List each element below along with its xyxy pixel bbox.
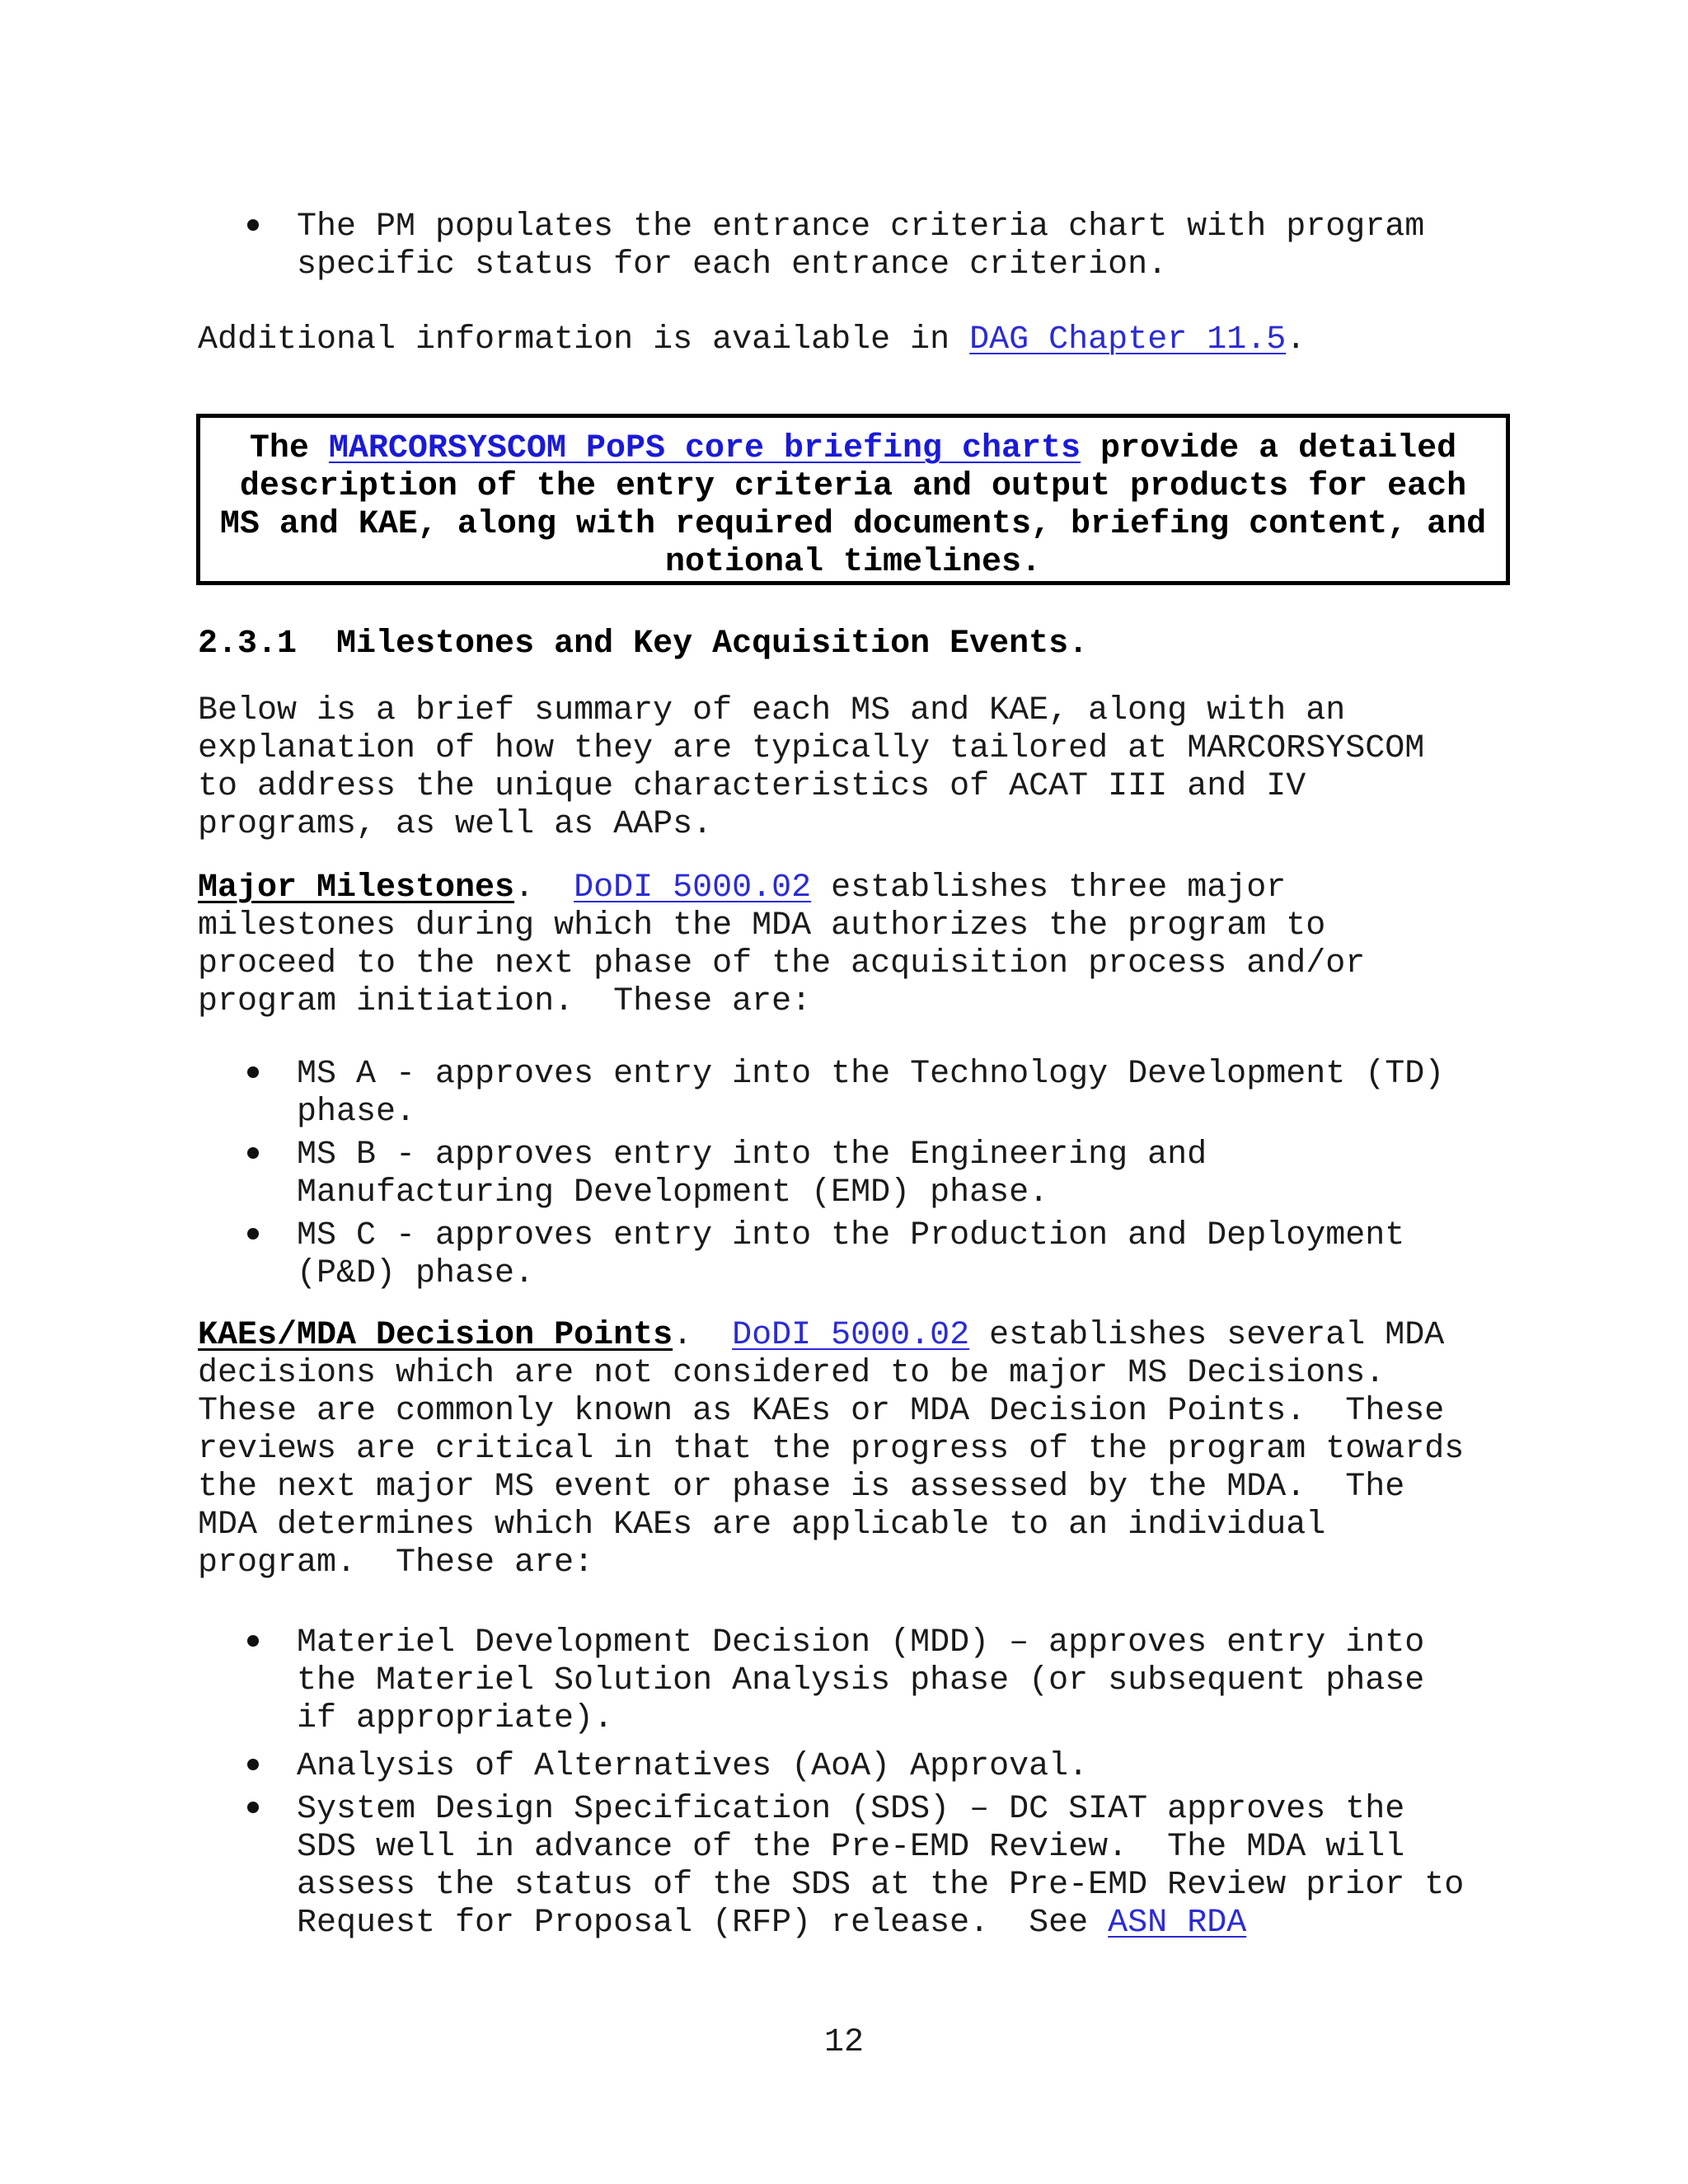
milestone-bullet-a-line-2: phase.: [297, 1094, 416, 1131]
bullet-icon: [247, 219, 259, 231]
paragraph-line: the next major MS event or phase is assessed by the MDA. The: [198, 1469, 1405, 1506]
callout-line-3: MS and KAE, along with required documents, briefing content, and: [219, 506, 1487, 543]
callout-line-4: notional timelines.: [664, 544, 1042, 581]
paragraph-line: milestones during which the MDA authorizes the program to: [198, 907, 1326, 944]
intro-bullet-line-1: The PM populates the entrance criteria chart with program: [297, 209, 1425, 246]
kae-bullet-mdd-line-2: the Materiel Solution Analysis phase (or subsequent phase: [297, 1662, 1425, 1699]
callout-box: [196, 414, 1510, 585]
paragraph-line: Below is a brief summary of each MS and KAE, along with an: [198, 692, 1346, 729]
milestone-bullet-c-line-1: MS C - approves entry into the Production and Deployment: [297, 1217, 1405, 1254]
paragraph-line: program initiation. These are:: [198, 983, 812, 1020]
dodi-5000-link-1[interactable]: DoDI 5000.02: [574, 869, 812, 907]
kae-bullet-sds-line-1: System Design Specification (SDS) – DC SIAT approves the: [297, 1791, 1405, 1828]
kaes-title: KAEs/MDA Decision Points: [198, 1317, 673, 1354]
intro-bullet-line-2: specific status for each entrance criterion.: [297, 246, 1168, 284]
dodi-5000-link-2[interactable]: DoDI 5000.02: [732, 1317, 970, 1354]
page-number: 12: [823, 2024, 864, 2061]
bullet-icon: [247, 1759, 259, 1770]
paragraph-line: to address the unique characteristics of ACAT III and IV: [198, 768, 1306, 805]
kae-bullet-sds-line-4: [297, 1905, 1246, 1943]
asn-rda-link[interactable]: ASN RDA: [1108, 1905, 1247, 1942]
kae-bullet-mdd-line-3: if appropriate).: [297, 1700, 614, 1737]
callout-line-2: description of the entry criteria and output products for each: [239, 468, 1467, 505]
kae-bullet-sds-line-3: assess the status of the SDS at the Pre-EMD Review prior to: [297, 1867, 1465, 1904]
kae-bullet-mdd-line-1: Materiel Development Decision (MDD) – approves entry into: [297, 1624, 1425, 1661]
paragraph-line: MDA determines which KAEs are applicable to an individual: [198, 1507, 1326, 1544]
milestone-bullet-c-line-2: (P&D) phase.: [297, 1255, 535, 1292]
major-milestones-title: Major Milestones: [198, 869, 515, 907]
milestone-bullet-a-line-1: MS A - approves entry into the Technology Development (TD): [297, 1056, 1445, 1093]
bullet-icon: [247, 1066, 259, 1078]
milestone-bullet-b-line-2: Manufacturing Development (EMD) phase.: [297, 1174, 1049, 1212]
kaes-text: establishes several MDA: [969, 1317, 1445, 1354]
major-milestones-line-1: [198, 869, 1286, 907]
paragraph-line: reviews are critical in that the progress of the program towards: [198, 1431, 1465, 1468]
callout-text: The: [249, 430, 329, 467]
paragraph-line: proceed to the next phase of the acquisition process and/or: [198, 945, 1366, 982]
additional-info-text: Additional information is available in: [198, 321, 970, 359]
paragraph-line: program. These are:: [198, 1544, 594, 1582]
bullet-icon: [247, 1802, 259, 1813]
bullet-icon: [247, 1147, 259, 1159]
punctuation: .: [514, 869, 574, 907]
paragraph-line: These are commonly known as KAEs or MDA Decision Points. These: [198, 1393, 1445, 1430]
callout-text: provide a detailed: [1081, 430, 1457, 467]
major-milestones-text: establishes three major: [811, 869, 1287, 907]
kae-bullet-aoa-line-1: Analysis of Alternatives (AoA) Approval.: [297, 1748, 1089, 1785]
paragraph-line: explanation of how they are typically tailored at MARCORSYSCOM: [198, 730, 1425, 767]
callout-line-1: [200, 430, 1506, 468]
kaes-line-1: [198, 1317, 1444, 1355]
section-heading: 2.3.1 Milestones and Key Acquisition Events.: [198, 626, 1089, 663]
additional-info-suffix: .: [1286, 321, 1306, 359]
kae-bullet-text: Request for Proposal (RFP) release. See: [297, 1905, 1109, 1942]
paragraph-line: decisions which are not considered to be major MS Decisions.: [198, 1355, 1386, 1392]
dag-chapter-link[interactable]: DAG Chapter 11.5: [969, 321, 1287, 359]
bullet-icon: [247, 1228, 259, 1240]
paragraph-line: programs, as well as AAPs.: [198, 806, 713, 843]
pops-briefing-charts-link[interactable]: MARCORSYSCOM PoPS core briefing charts: [328, 430, 1081, 467]
milestone-bullet-b-line-1: MS B - approves entry into the Engineering and: [297, 1137, 1207, 1174]
kae-bullet-sds-line-2: SDS well in advance of the Pre-EMD Review. The MDA will: [297, 1829, 1405, 1866]
bullet-icon: [247, 1635, 259, 1647]
punctuation: .: [673, 1317, 733, 1354]
additional-info-line: [198, 321, 1306, 359]
